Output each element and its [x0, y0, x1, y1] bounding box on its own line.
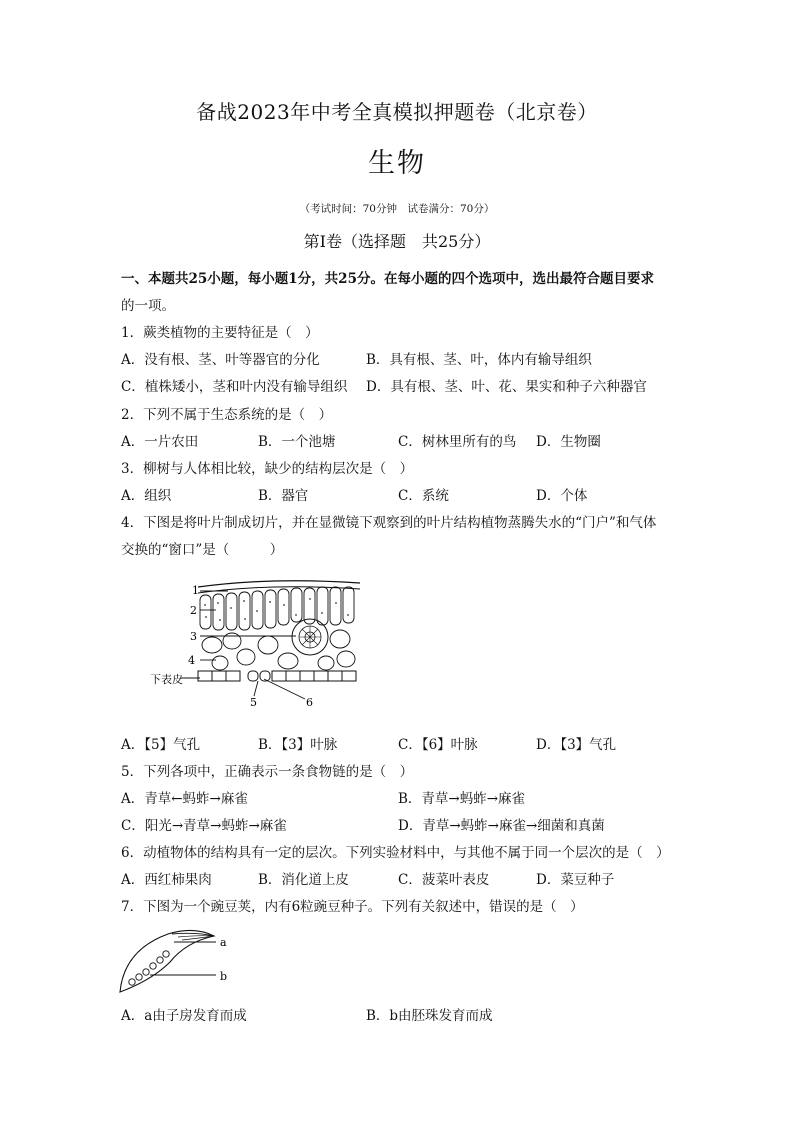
pea-pod-figure	[116, 922, 246, 997]
q6-stem: 6．动植物体的结构具有一定的层次。下列实验材料中，与其他不属于同一个层次的是（ ）	[121, 845, 670, 861]
instructions-line-1: 一、本题共25小题，每小题1分，共25分。在每小题的四个选项中，选出最符合题目要求	[121, 271, 654, 287]
pod-label-a: a	[220, 936, 227, 949]
q1-option-b: B．具有根、茎、叶，体内有输导组织	[366, 352, 592, 368]
section-title: 第Ⅰ卷（选择题 共25分）	[303, 232, 491, 251]
figure-label-lower-epidermis: 下表皮	[150, 673, 183, 686]
figure-label-3: 3	[190, 630, 197, 643]
q7-stem: 7．下图为一个豌豆荚，内有6粒豌豆种子。下列有关叙述中，错误的是（ ）	[121, 899, 584, 915]
q1-option-d: D．具有根、茎、叶、花、果实和种子六种器官	[366, 379, 647, 395]
q1-option-a: A．没有根、茎、叶等器官的分化	[121, 352, 320, 368]
exam-title: 备战2023年中考全真模拟押题卷（北京卷）	[196, 100, 598, 124]
q6-option-b: B．消化道上皮	[258, 872, 349, 888]
q3-stem: 3．柳树与人体相比较，缺少的结构层次是（ ）	[121, 461, 414, 477]
figure-label-1: 1	[192, 584, 199, 597]
figure-label-2: 2	[190, 604, 197, 617]
pod-label-b: b	[220, 970, 228, 983]
q2-option-d: D．生物圈	[536, 434, 601, 450]
q7-option-b: B．b由胚珠发育而成	[366, 1008, 493, 1024]
subject-title: 生物	[368, 148, 426, 179]
q1-stem: 1．蕨类植物的主要特征是（ ）	[121, 325, 319, 341]
q3-option-b: B．器官	[258, 488, 309, 504]
q4-option-c: C．【6】叶脉	[398, 737, 478, 753]
q6-option-a: A．西红柿果肉	[121, 872, 212, 888]
q2-option-b: B．一个池塘	[258, 434, 336, 450]
q5-stem: 5．下列各项中，正确表示一条食物链的是（ ）	[121, 764, 414, 780]
figure-label-4: 4	[188, 654, 195, 667]
q3-option-d: D．个体	[536, 488, 588, 504]
q2-option-a: A．一片农田	[121, 434, 199, 450]
figure-label-5: 5	[250, 696, 257, 709]
leaf-cross-section-figure	[150, 575, 370, 710]
q3-option-c: C．系统	[398, 488, 449, 504]
q5-option-d: D．青草→蚂蚱→麻雀→细菌和真菌	[398, 818, 605, 834]
q6-option-d: D．菜豆种子	[536, 872, 615, 888]
q1-option-c: C．植株矮小，茎和叶内没有输导组织	[121, 379, 348, 395]
q5-option-b: B．青草→蚂蚱→麻雀	[398, 791, 526, 807]
q7-option-a: A．a由子房发育而成	[121, 1008, 247, 1024]
q5-option-c: C．阳光→青草→蚂蚱→麻雀	[121, 818, 287, 834]
q4-option-b: B．【3】叶脉	[258, 737, 338, 753]
instructions-line-2: 的一项。	[121, 298, 175, 314]
exam-info: （考试时间：70分钟 试卷满分：70分）	[299, 203, 495, 215]
q4-stem-line-2: 交换的“窗口”是（ ）	[121, 542, 284, 558]
q2-option-c: C．树林里所有的鸟	[398, 434, 517, 450]
q2-stem: 2．下列不属于生态系统的是（ ）	[121, 407, 333, 423]
q4-stem-line-1: 4．下图是将叶片制成切片，并在显微镜下观察到的叶片结构植物蒸腾失水的“门户”和气体	[121, 515, 657, 531]
q6-option-c: C．菠菜叶表皮	[398, 872, 490, 888]
q4-option-a: A．【5】气孔	[121, 737, 201, 753]
q4-option-d: D．【3】气孔	[536, 737, 617, 753]
figure-label-6: 6	[306, 696, 313, 709]
q3-option-a: A．组织	[121, 488, 172, 504]
q5-option-a: A．青草←蚂蚱→麻雀	[121, 791, 248, 807]
